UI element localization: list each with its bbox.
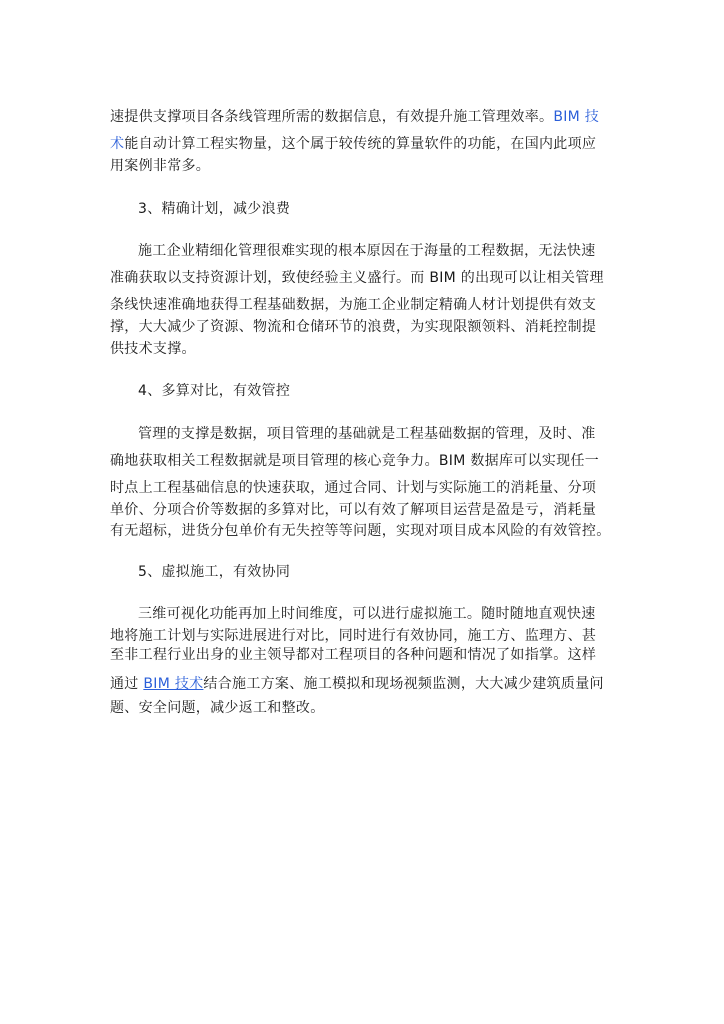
text-span: 速提供支撑项目各条线管理所需的数据信息，有效提升施工管理效率。 (110, 109, 554, 125)
paragraph-1-line-1 (110, 107, 599, 127)
paragraph-1-line-2 (110, 134, 596, 154)
text-span: 结合施工方案、施工模拟和现场视频监测，大大减少建筑质量问 (203, 676, 604, 692)
paragraph-2-line-2: 准确获取以支持资源计划，致使经验主义盛行。而 BIM 的出现可以让相关管理 (110, 270, 604, 286)
paragraph-2-line-5: 供技术支撑。 (110, 341, 196, 357)
bim-tech-link[interactable]: BIM 技 (553, 109, 600, 125)
section-heading-3: 3、精确计划，减少浪费 (138, 201, 291, 217)
bim-tech-link-2[interactable]: BIM 技术 (143, 676, 204, 692)
section-heading-4: 4、多算对比，有效管控 (138, 383, 291, 399)
paragraph-3-line-5: 有无超标，进货分包单价有无失控等等问题，实现对项目成本风险的有效管控。 (110, 523, 611, 539)
paragraph-2-line-3: 条线快速准确地获得工程基础数据，为施工企业制定精确人材计划提供有效支 (110, 297, 597, 313)
paragraph-3-line-4: 单价、分项合价等数据的多算对比，可以有效了解项目运营是盈是亏，消耗量 (110, 502, 597, 518)
paragraph-4-line-4 (110, 674, 604, 694)
paragraph-4-line-3: 至非工程行业出身的业主领导都对工程项目的各种问题和情况了如指掌。这样 (110, 647, 597, 663)
paragraph-4-line-5: 题、安全问题，减少返工和整改。 (110, 700, 325, 716)
paragraph-4-line-2: 地将施工计划与实际进展进行对比，同时进行有效协同，施工方、监理方、甚 (110, 628, 597, 644)
text-span: 通过 (110, 676, 144, 692)
paragraph-3-line-2: 确地获取相关工程数据就是项目管理的核心竞争力。BIM 数据库可以实现任一 (110, 453, 600, 469)
section-heading-5: 5、虚拟施工，有效协同 (138, 564, 291, 580)
paragraph-3-line-3: 时点上工程基础信息的快速获取，通过合同、计划与实际施工的消耗量、分项 (110, 480, 597, 496)
text-span: 能自动计算工程实物量，这个属于较传统的算量软件的功能，在国内此项应 (124, 136, 597, 152)
paragraph-2-line-1: 施工企业精细化管理很难实现的根本原因在于海量的工程数据，无法快速 (138, 243, 596, 259)
paragraph-2-line-4: 撑，大大减少了资源、物流和仓储环节的浪费，为实现限额领料、消耗控制提 (110, 319, 597, 335)
paragraph-4-line-1: 三维可视化功能再加上时间维度，可以进行虚拟施工。随时随地直观快速 (138, 606, 596, 622)
bim-tech-link-continued[interactable]: 术 (110, 136, 125, 152)
paragraph-1-line-3: 用案例非常多。 (110, 158, 211, 174)
paragraph-3-line-1: 管理的支撑是数据，项目管理的基础就是工程基础数据的管理，及时、准 (138, 426, 596, 442)
